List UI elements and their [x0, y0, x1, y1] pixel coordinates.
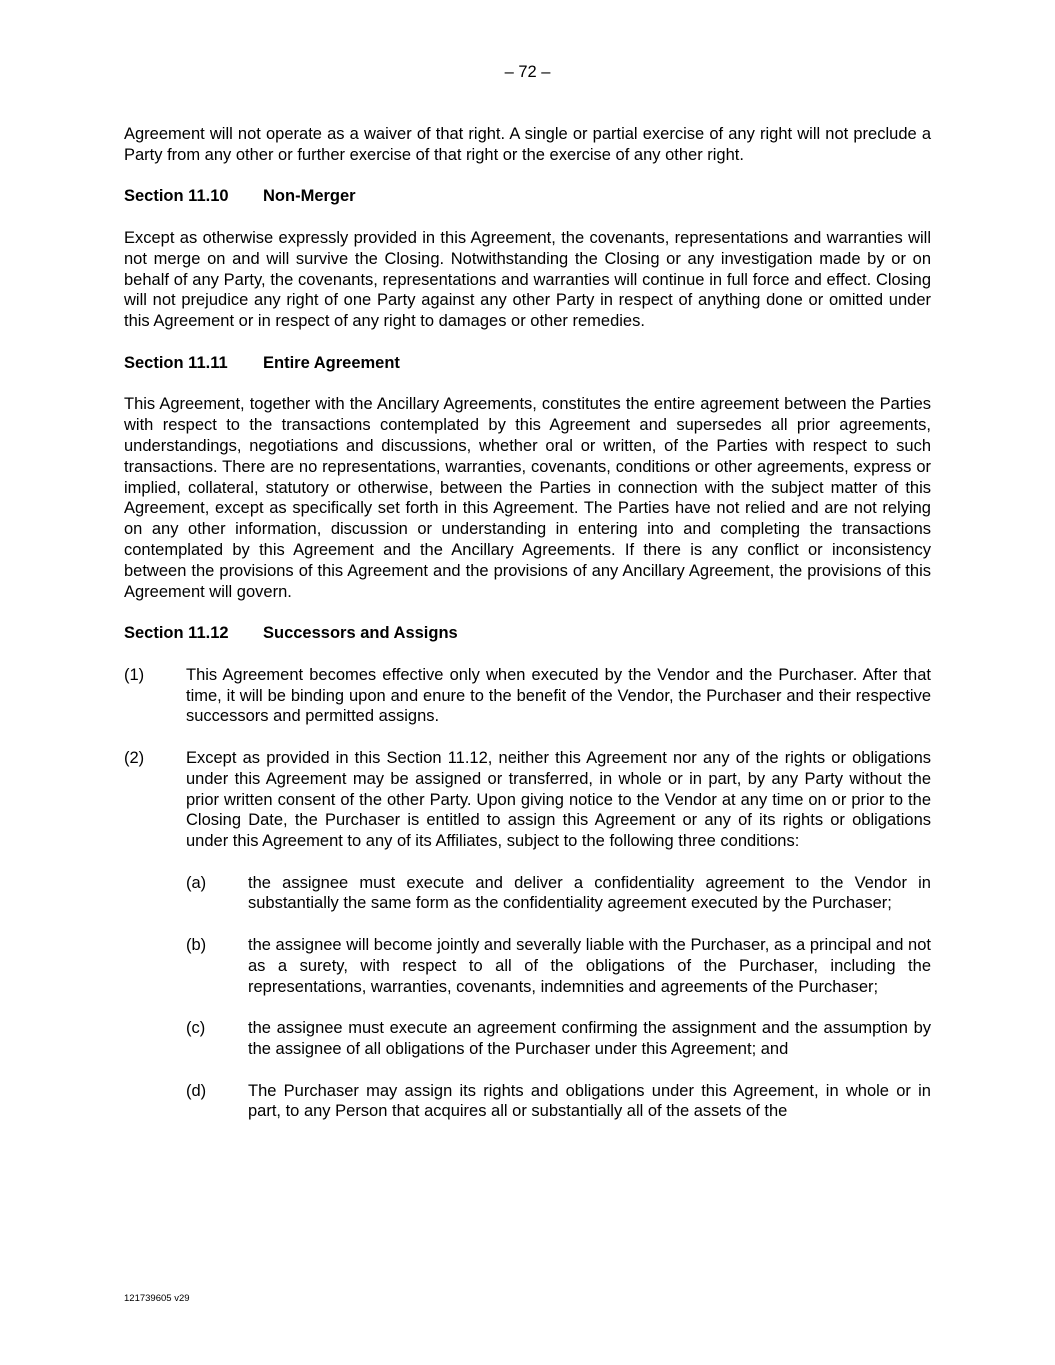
section-number: Section 11.12 — [124, 624, 229, 643]
section-heading-11-12 — [124, 623, 931, 644]
subitem-label: (b) — [186, 936, 207, 955]
subitem-label: (a) — [186, 873, 207, 892]
sub-list-item — [186, 1018, 931, 1060]
list-item — [124, 748, 931, 852]
subitem-label: (c) — [186, 1019, 206, 1038]
section-number: Section 11.10 — [124, 187, 229, 206]
section-title: Non-Merger — [263, 187, 356, 206]
section-11-10-text: Except as otherwise expressly provided in this Agreement, the covenants, representations and warranties will not merge on and will survive the Closing. Notwithstanding the Closing or any investigation made by or on behalf of any Party, the covenants, representations and warranties will continue in full force and effect. Closing will not prejudice any right of one Party against any other Party in respect of anything done or omitted under this Agreement or in respect of any right to damages or other remedies. — [124, 228, 931, 331]
section-title: Successors and Assigns — [263, 624, 458, 643]
document-body — [124, 124, 931, 1143]
list-item — [124, 665, 931, 727]
section-heading-11-11 — [124, 353, 931, 374]
page-number: – 72 – — [504, 63, 551, 81]
item-label: (1) — [124, 665, 145, 684]
item-text: This Agreement becomes effective only when executed by the Vendor and the Purchaser. After that time, it will be binding upon and enure to the benefit of the Vendor, the Purchaser and their respective successors and permitted assigns. — [186, 665, 931, 726]
subitem-text: the assignee must execute an agreement confirming the assignment and the assumption by the assignee of all obligations of the Purchaser under this Agreement; and — [248, 1019, 931, 1059]
subitem-label: (d) — [186, 1081, 207, 1100]
sub-list-item — [186, 873, 931, 915]
document-id: 121739605 v29 — [124, 1293, 190, 1304]
section-number: Section 11.11 — [124, 353, 228, 372]
item-text: Except as provided in this Section 11.12, neither this Agreement nor any of the rights or obligations under this Agreement may be assigned or transferred, in whole or in part, by any Party without the prior written consent of the other Party. Upon giving notice to the Vendor at any time on or prior to the Closing Date, the Purchaser is entitled to assign this Agreement or any of its rights or obligations under this Agreement to any of its Affiliates, subject to the following three conditions: — [186, 748, 931, 851]
sub-list-item — [186, 1081, 931, 1123]
section-11-11-text: This Agreement, together with the Ancillary Agreements, constitutes the entire agreement between the Parties with respect to the transactions contemplated by this Agreement and supersedes all prior agreements, understandings, negotiations and discussions, whether oral or written, of the Parties with respect to such transactions. There are no representations, warranties, covenants, conditions or other agreements, express or implied, collateral, statutory or otherwise, between the Parties in connection with the subject matter of this Agreement, except as specifically set forth in this Agreement. The Parties have not relied and are not relying on any other information, discussion or understanding in entering into and completing the transactions contemplated by this Agreement and the Ancillary Agreements. If there is any conflict or inconsistency between the provisions of this Agreement and the provisions of any Ancillary Agreement, the provisions of this Agreement will govern. — [124, 395, 931, 601]
item-label: (2) — [124, 748, 145, 767]
section-heading-11-10 — [124, 186, 931, 207]
section-title: Entire Agreement — [263, 353, 400, 372]
intro-paragraph: Agreement will not operate as a waiver of that right. A single or partial exercise of any right will not preclude a Party from any other or further exercise of that right or the exercise of any other right. — [124, 125, 931, 164]
sub-list-item — [186, 935, 931, 997]
subitem-text: The Purchaser may assign its rights and obligations under this Agreement, in whole or in part, to any Person that acquires all or substantially all of the assets of the — [248, 1081, 931, 1121]
subitem-text: the assignee must execute and deliver a confidentiality agreement to the Vendor in substantially the same form as the confidentiality agreement executed by the Purchaser; — [248, 873, 931, 913]
subitem-text: the assignee will become jointly and severally liable with the Purchaser, as a principal and not as a surety, with respect to all of the obligations of the Purchaser, including the representations, warranties, covenants, indemnities and agreements of the Purchaser; — [248, 936, 931, 996]
